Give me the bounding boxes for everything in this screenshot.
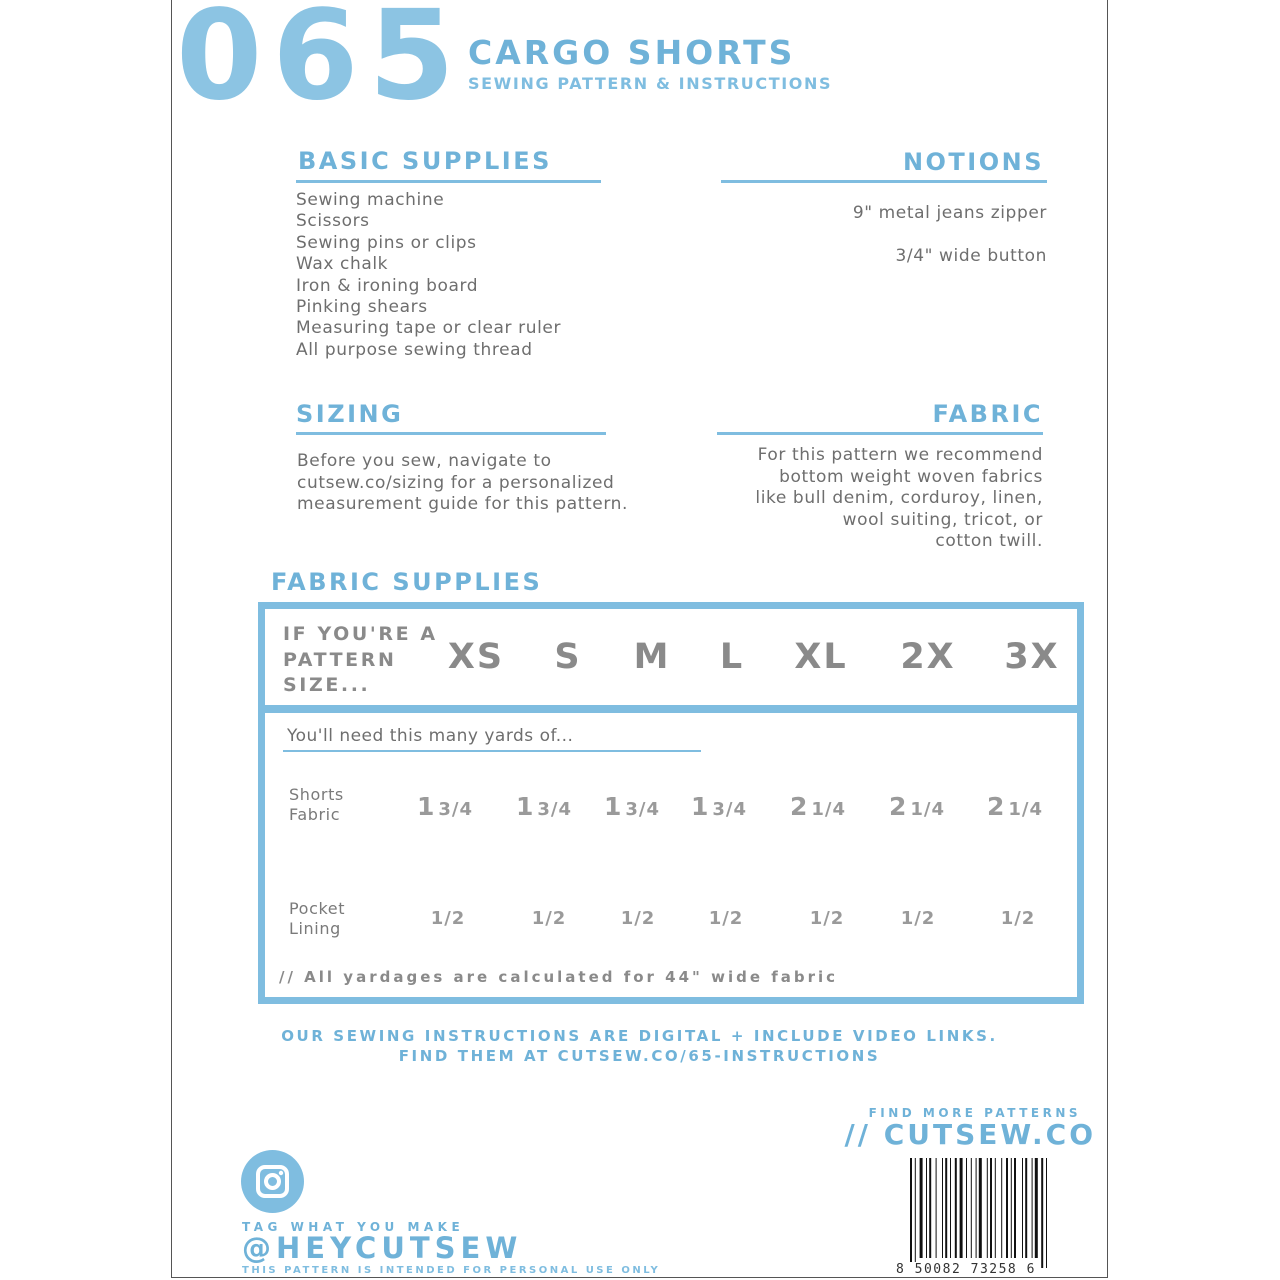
size-3x: 3X <box>1004 637 1060 677</box>
qty-shorts-3x: 2 1/4 <box>986 792 1044 821</box>
instagram-icon[interactable] <box>241 1150 304 1213</box>
row-label-line: Pocket <box>289 899 346 918</box>
fabric-line: For this pattern we recommend <box>757 445 1043 465</box>
barcode-bar <box>926 1158 927 1258</box>
find-more-patterns: FIND MORE PATTERNS <box>868 1106 1081 1120</box>
barcode-digits: 8 50082 73258 6 <box>896 1262 1036 1277</box>
barcode-bar <box>1011 1158 1012 1258</box>
site-link[interactable]: // CUTSEW.CO <box>844 1118 1096 1151</box>
instagram-handle[interactable]: @HEYCUTSEW <box>242 1231 523 1265</box>
barcode-bar <box>987 1158 988 1258</box>
sizing-line: Before you sew, navigate to <box>297 451 552 471</box>
barcode-bar <box>995 1158 996 1258</box>
basic-supplies-rule <box>296 180 601 183</box>
pattern-subtitle: SEWING PATTERN & INSTRUCTIONS <box>468 74 833 93</box>
notion-button: 3/4" wide button <box>895 246 1047 266</box>
notions-rule <box>721 180 1047 183</box>
size-label-line: IF YOU'RE A <box>283 623 438 645</box>
qty-pocket-s: 1/2 <box>531 908 567 929</box>
sizing-heading: SIZING <box>296 400 404 428</box>
size-s: S <box>554 637 582 677</box>
row-label-line: Shorts <box>289 785 344 804</box>
barcode-bar <box>966 1158 967 1258</box>
digital-notice-line1: OUR SEWING INSTRUCTIONS ARE DIGITAL + INCLUDE VIDEO LINKS. <box>281 1027 998 1045</box>
qty-shorts-s: 1 3/4 <box>515 792 573 821</box>
fabric-rule <box>717 432 1043 435</box>
qty-shorts-xl: 2 1/4 <box>789 792 847 821</box>
list-item: Scissors <box>296 211 370 232</box>
notion-zipper: 9" metal jeans zipper <box>852 203 1047 223</box>
size-2x: 2X <box>900 637 956 677</box>
barcode-bar <box>1041 1158 1043 1268</box>
need-text: You'll need this many yards of... <box>287 726 574 746</box>
sizing-text <box>297 451 628 516</box>
sizing-rule <box>296 432 606 435</box>
digital-notice-line2: FIND THEM AT CUTSEW.CO/65-INSTRUCTIONS <box>398 1047 881 1065</box>
qty-shorts-l: 1 3/4 <box>690 792 748 821</box>
qty-pocket-3x: 1/2 <box>1000 908 1036 929</box>
fabric-text <box>755 445 1043 553</box>
basic-supplies-list <box>296 190 561 361</box>
barcode-bar <box>936 1158 937 1258</box>
qty-shorts-2x: 2 1/4 <box>888 792 946 821</box>
list-item: Measuring tape or clear ruler <box>296 318 562 339</box>
list-item: Sewing pins or clips <box>296 232 477 253</box>
size-label-line: SIZE... <box>283 674 371 696</box>
size-m: M <box>633 637 671 677</box>
size-label-line: PATTERN <box>283 648 397 671</box>
personal-use-notice: THIS PATTERN IS INTENDED FOR PERSONAL USE ONLY <box>242 1265 661 1276</box>
barcode-bar <box>960 1158 963 1258</box>
qty-pocket-2x: 1/2 <box>900 908 936 929</box>
fabric-line: like bull denim, corduroy, linen, <box>755 488 1043 508</box>
notions-heading: NOTIONS <box>902 148 1044 176</box>
barcode-bar <box>971 1158 972 1258</box>
list-item: Wax chalk <box>296 254 389 275</box>
list-item: Pinking shears <box>296 297 428 318</box>
barcode-bar <box>955 1158 957 1258</box>
barcode-bar <box>945 1158 947 1258</box>
barcode-bar <box>1006 1158 1008 1258</box>
fabric-line: wool suiting, tricot, or <box>842 509 1043 530</box>
barcode-bar <box>1001 1158 1002 1258</box>
fabric-supplies-heading: FABRIC SUPPLIES <box>271 568 543 596</box>
barcode <box>898 1158 1088 1268</box>
row-label-line: Lining <box>289 919 341 938</box>
barcode-bar <box>1035 1158 1038 1258</box>
row-label-line: Fabric <box>289 805 341 824</box>
qty-pocket-m: 1/2 <box>620 908 656 929</box>
instagram-glyph <box>241 1150 304 1213</box>
basic-supplies-heading: BASIC SUPPLIES <box>298 147 552 175</box>
fabric-line: cotton twill. <box>935 531 1043 551</box>
table-divider <box>258 705 1084 713</box>
tag-text: TAG WHAT YOU MAKE <box>242 1220 465 1234</box>
size-xs: XS <box>447 637 505 677</box>
row-label-shorts-fabric <box>289 785 344 825</box>
barcode-bar <box>915 1158 916 1268</box>
sizing-line: measurement guide for this pattern. <box>297 494 629 514</box>
sizing-line: cutsew.co/sizing for a personalized <box>297 472 615 493</box>
barcode-bar <box>920 1158 923 1258</box>
pattern-title: CARGO SHORTS <box>468 33 796 72</box>
barcode-bar <box>1025 1158 1027 1258</box>
barcode-bar <box>942 1158 943 1258</box>
size-label <box>283 622 438 699</box>
list-item: Iron & ironing board <box>296 275 479 296</box>
barcode-bar <box>1046 1158 1047 1268</box>
need-rule <box>283 750 701 752</box>
barcode-bar <box>1022 1158 1023 1258</box>
row-label-pocket-lining <box>289 899 345 939</box>
barcode-bar <box>1032 1158 1033 1258</box>
yardage-note: // All yardages are calculated for 44" wide fabric <box>279 968 839 986</box>
barcode-bar <box>979 1158 982 1258</box>
barcode-bar <box>929 1158 931 1258</box>
barcode-bar <box>976 1158 977 1258</box>
barcode-bar <box>1014 1158 1016 1258</box>
qty-pocket-l: 1/2 <box>708 908 744 929</box>
qty-shorts-xs: 1 3/4 <box>416 792 474 821</box>
barcode-bar <box>910 1158 912 1268</box>
list-item: Sewing machine <box>296 190 445 210</box>
qty-shorts-m: 1 3/4 <box>603 792 661 821</box>
qty-pocket-xl: 1/2 <box>809 908 845 929</box>
barcode-bar <box>950 1158 951 1258</box>
fabric-line: bottom weight woven fabrics <box>779 466 1043 487</box>
fabric-heading: FABRIC <box>932 400 1043 428</box>
list-item: All purpose sewing thread <box>296 339 533 360</box>
size-xl: XL <box>794 637 848 677</box>
barcode-bar <box>990 1158 992 1258</box>
qty-pocket-xs: 1/2 <box>430 908 466 929</box>
size-l: L <box>719 637 745 677</box>
pattern-number: 065 <box>176 0 465 128</box>
